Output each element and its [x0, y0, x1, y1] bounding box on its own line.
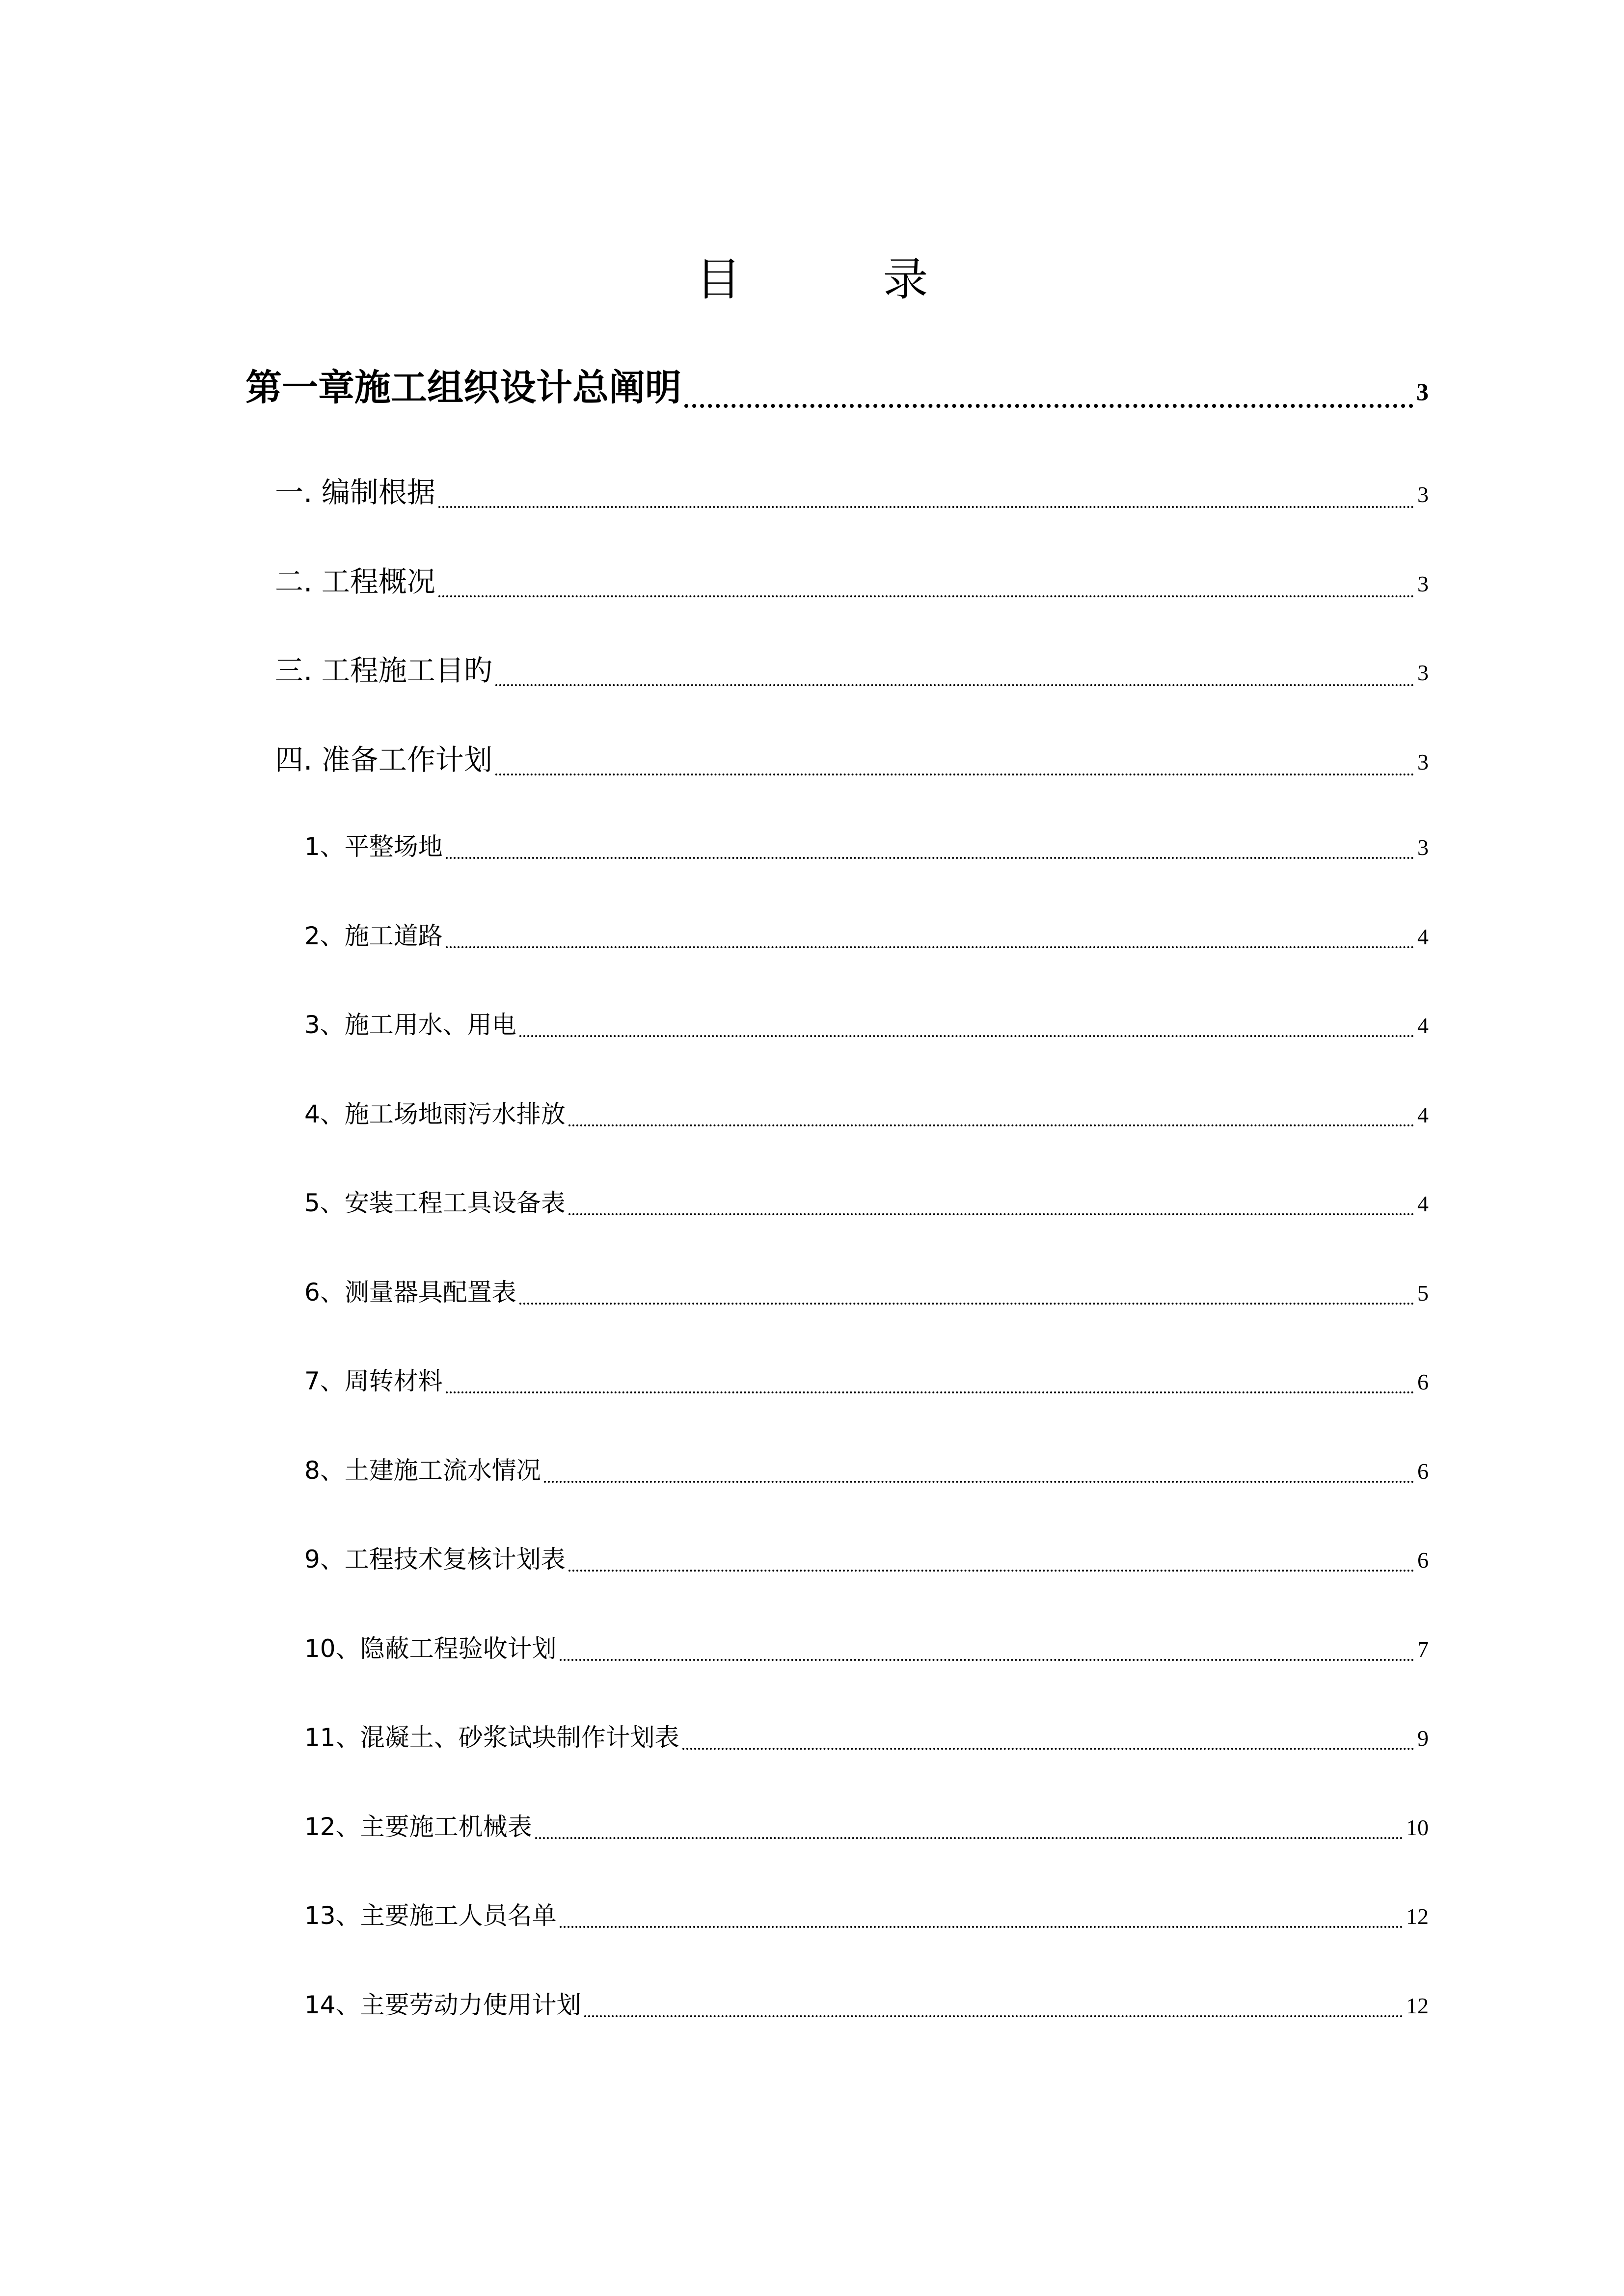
toc-dot-leader: [584, 2015, 1403, 2017]
toc-entry-item-10[interactable]: [304, 1632, 1429, 1666]
toc-entry-section-3[interactable]: [275, 652, 1429, 691]
toc-entry-label: 5、安装工程工具设备表: [304, 1189, 566, 1217]
toc-entry-item-1[interactable]: [304, 830, 1429, 864]
toc-entry-item-12[interactable]: [304, 1811, 1429, 1844]
toc-dot-leader: [495, 774, 1414, 775]
toc-page-number: 4: [1417, 924, 1429, 949]
toc-page-number: 10: [1406, 1815, 1429, 1840]
toc-entry-label: 6、测量器具配置表: [304, 1278, 516, 1307]
page-title: 目 录: [696, 253, 992, 306]
toc-entry-label: 第一章施工组织设计总阐明: [245, 367, 681, 409]
toc-entry-label: 二. 工程概况: [275, 565, 435, 598]
toc-entry-label: 三. 工程施工目旳: [275, 654, 492, 687]
toc-page-number: 6: [1417, 1459, 1429, 1484]
toc-entry-label: 13、主要施工人员名单: [304, 1901, 557, 1930]
toc-entry-label: 8、土建施工流水情况: [304, 1456, 541, 1485]
toc-dot-leader: [438, 506, 1414, 508]
toc-entry-item-2[interactable]: [304, 920, 1429, 953]
toc-entry-label: 11、混凝土、砂浆试块制作计划表: [304, 1723, 679, 1752]
toc-dot-leader: [535, 1837, 1403, 1839]
toc-entry-item-6[interactable]: [304, 1276, 1429, 1309]
toc-dot-leader: [568, 1570, 1414, 1572]
toc-entry-label: 7、周转材料: [304, 1367, 443, 1395]
toc-dot-leader: [568, 1124, 1414, 1126]
toc-page-number: 4: [1417, 1191, 1429, 1216]
toc-entry-item-7[interactable]: [304, 1365, 1429, 1398]
toc-dot-leader: [438, 595, 1414, 597]
toc-entry-label: 14、主要劳动力使用计划: [304, 1991, 581, 2019]
toc-page-number: 6: [1417, 1548, 1429, 1573]
toc-entry-item-13[interactable]: [304, 1899, 1429, 1933]
toc-entry-label: 2、施工道路: [304, 922, 443, 950]
toc-dot-leader: [446, 857, 1414, 859]
toc-page-number: 4: [1417, 1013, 1429, 1038]
toc-entry-label: 1、平整场地: [304, 832, 443, 861]
toc-page-number: 3: [1417, 835, 1429, 860]
toc-page-number: 6: [1417, 1369, 1429, 1394]
toc-entry-label: 4、施工场地雨污水排放: [304, 1100, 566, 1128]
toc-page-number: 5: [1417, 1281, 1429, 1306]
toc-page-number: 3: [1417, 571, 1429, 596]
toc-entry-label: 3、施工用水、用电: [304, 1011, 516, 1039]
toc-entry-item-8[interactable]: [304, 1454, 1429, 1488]
toc-dot-leader: [519, 1303, 1414, 1305]
toc-entry-item-5[interactable]: [304, 1187, 1429, 1220]
toc-entry-item-4[interactable]: [304, 1098, 1429, 1131]
toc-page-number: 3: [1417, 482, 1429, 507]
toc-page-number: 12: [1406, 1993, 1429, 2018]
toc-dot-leader: [544, 1481, 1414, 1483]
toc-dot-leader: [446, 1391, 1414, 1393]
toc-entry-label: 一. 编制根据: [275, 476, 435, 509]
toc-entry-item-3[interactable]: [304, 1009, 1429, 1042]
toc-page-number: 7: [1417, 1637, 1429, 1662]
toc-page-number: 3: [1417, 660, 1429, 685]
toc-entry-chapter-1[interactable]: [245, 366, 1429, 414]
toc-dot-leader: [682, 1748, 1414, 1750]
toc-page-number: 4: [1417, 1102, 1429, 1127]
toc-dot-leader: [560, 1926, 1403, 1928]
toc-page-number: 3: [1416, 378, 1429, 405]
toc-page-number: 9: [1417, 1726, 1429, 1751]
toc-entry-item-14[interactable]: [304, 1989, 1429, 2022]
toc-dot-leader: [519, 1035, 1414, 1037]
toc-dot-leader: [568, 1213, 1414, 1215]
toc-entry-label: 12、主要施工机械表: [304, 1813, 532, 1841]
toc-entry-item-9[interactable]: [304, 1543, 1429, 1576]
toc-dot-leader: [495, 684, 1414, 686]
toc-entry-item-11[interactable]: [304, 1721, 1429, 1755]
toc-page-number: 3: [1417, 749, 1429, 774]
toc-dot-leader: [446, 946, 1414, 948]
toc-dot-leader: [560, 1659, 1414, 1661]
toc-entry-label: 9、工程技术复核计划表: [304, 1545, 566, 1574]
toc-entry-section-2[interactable]: [275, 563, 1429, 602]
toc-entry-label: 四. 准备工作计划: [275, 743, 492, 776]
toc-dot-leader: [684, 404, 1413, 408]
toc-entry-label: 10、隐蔽工程验收计划: [304, 1634, 557, 1663]
toc-entry-section-4[interactable]: [275, 742, 1429, 780]
toc-page-number: 12: [1406, 1904, 1429, 1929]
toc-entry-section-1[interactable]: [275, 474, 1429, 513]
